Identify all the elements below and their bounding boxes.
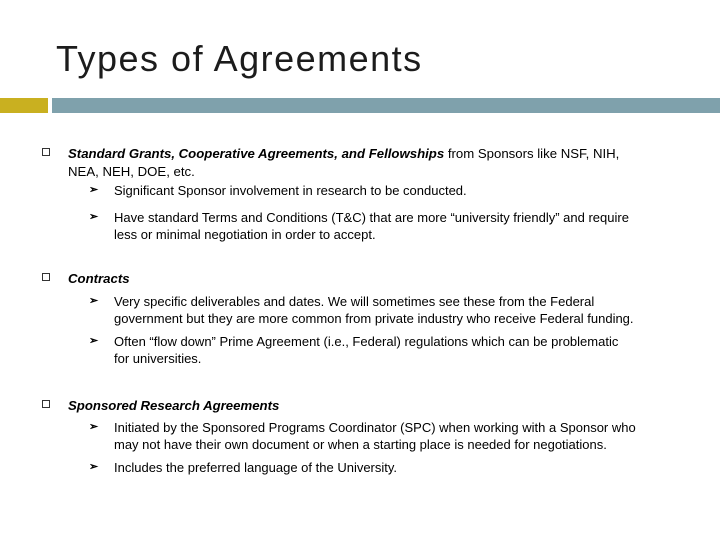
square-bullet-icon <box>42 400 50 408</box>
arrow-bullet-icon: ➢ <box>89 335 99 347</box>
accent-bar-left <box>0 98 48 113</box>
bullet-heading-bold: Contracts <box>68 271 130 286</box>
arrow-bullet-icon: ➢ <box>89 421 99 433</box>
arrow-bullet-icon: ➢ <box>89 295 99 307</box>
bullet-heading <box>68 397 279 415</box>
sub-bullet-text: Often “flow down” Prime Agreement (i.e., Federal) regulations which can be problematic for universities. <box>114 334 619 366</box>
arrow-bullet-icon: ➢ <box>89 211 99 223</box>
square-bullet-icon <box>42 273 50 281</box>
sub-bullet-text: Have standard Terms and Conditions (T&C) that are more “university friendly” and require less or minimal negotiation in order to accept. <box>114 210 629 242</box>
arrow-bullet-icon: ➢ <box>89 461 99 473</box>
bullet-heading-bold: Sponsored Research Agreements <box>68 398 280 413</box>
bullet-heading <box>68 270 130 288</box>
bullet-heading-line2: NEA, NEH, DOE, etc. <box>68 164 195 179</box>
sub-bullet-text: Initiated by the Sponsored Programs Coordinator (SPC) when working with a Sponsor who may not have their own document or when a starting place is needed for negotiations. <box>114 420 636 452</box>
square-bullet-icon <box>42 148 50 156</box>
sub-bullet-text: Very specific deliverables and dates. We will sometimes see these from the Federal government but they are more common from private industry who receive Federal funding. <box>114 294 634 326</box>
arrow-bullet-icon: ➢ <box>89 184 99 196</box>
bullet-heading-rest: from Sponsors like NSF, NIH, <box>444 146 620 161</box>
accent-bar-right <box>52 98 720 113</box>
bullet-heading <box>68 145 668 181</box>
slide-title: Types of Agreements <box>56 38 423 79</box>
sub-bullet-text: Significant Sponsor involvement in research to be conducted. <box>114 183 467 198</box>
bullet-heading-bold: Standard Grants, Cooperative Agreements, and Fellowships <box>68 146 445 161</box>
sub-bullet-text: Includes the preferred language of the University. <box>114 460 398 475</box>
